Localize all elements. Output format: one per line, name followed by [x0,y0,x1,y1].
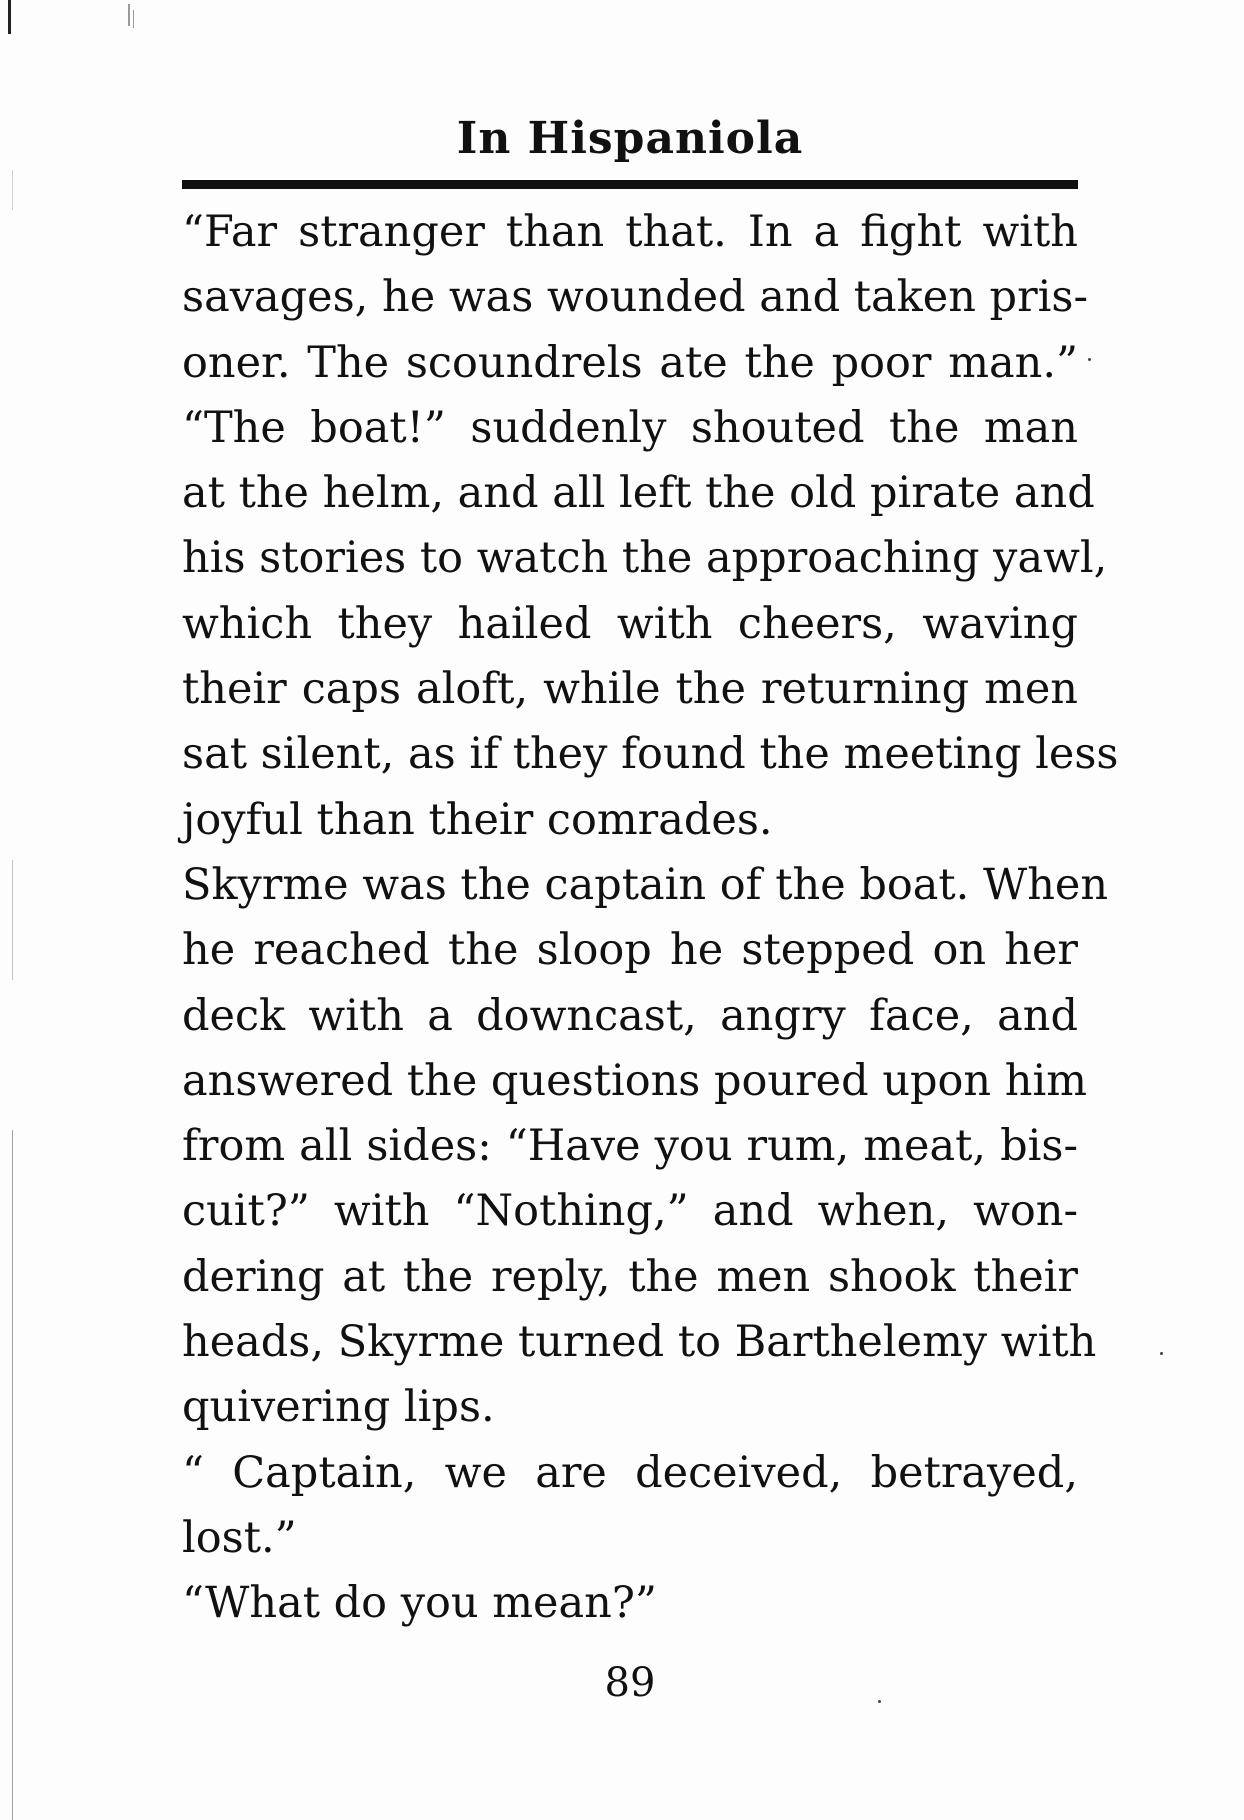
text-line: Skyrme was the captain of the boat. When [182,859,1109,910]
page-edge-line [12,170,13,210]
scan-artifact [8,0,11,34]
scan-speck [1160,1352,1163,1355]
text-line: which they hailed with cheers, waving [182,598,1078,649]
text-line: quivering lips. [182,1382,495,1433]
text-line: answered the questions poured upon him [182,1055,1088,1106]
text-line: savages, he was wounded and taken pris- [182,272,1088,323]
text-line: “ Captain, we are deceived, betrayed, [182,1447,1078,1498]
text-line: from all sides: “Have you rum, meat, bis- [182,1121,1078,1172]
running-head: In Hispaniola [456,113,804,164]
text-line: “The boat!” suddenly shouted the man [182,402,1078,453]
text-line: heads, Skyrme turned to Barthelemy with [182,1317,1097,1368]
text-line: lost.” [182,1512,297,1563]
scan-artifact [128,4,130,26]
text-line: he reached the sloop he stepped on her [182,925,1078,976]
header-rule [182,180,1078,189]
text-line: “Far stranger than that. In a fight with [182,207,1078,257]
text-line: sat silent, as if they found the meeting less [182,729,1119,780]
text-line: oner. The scoundrels ate the poor man.” [182,337,1078,388]
text-line: his stories to watch the approaching yawl, [182,533,1108,584]
page-edge-line [12,860,13,980]
page-number: 89 [604,1660,656,1706]
scan-speck [1088,358,1091,361]
scan-artifact [133,10,134,28]
page-edge-line [12,1130,13,1820]
text-line: joyful than their comrades. [182,794,773,845]
text-line: “What do you mean?” [182,1578,657,1629]
text-line: at the helm, and all left the old pirate and [182,468,1095,519]
text-line: deck with a downcast, angry face, and [182,990,1078,1041]
page-header [182,112,1078,166]
body-text [182,200,1119,1670]
text-line: their caps aloft, while the returning men [182,664,1078,715]
text-line: cuit?” with “Nothing,” and when, won- [182,1186,1078,1237]
scan-speck [878,1700,881,1703]
text-line: dering at the reply, the men shook their [182,1251,1078,1302]
